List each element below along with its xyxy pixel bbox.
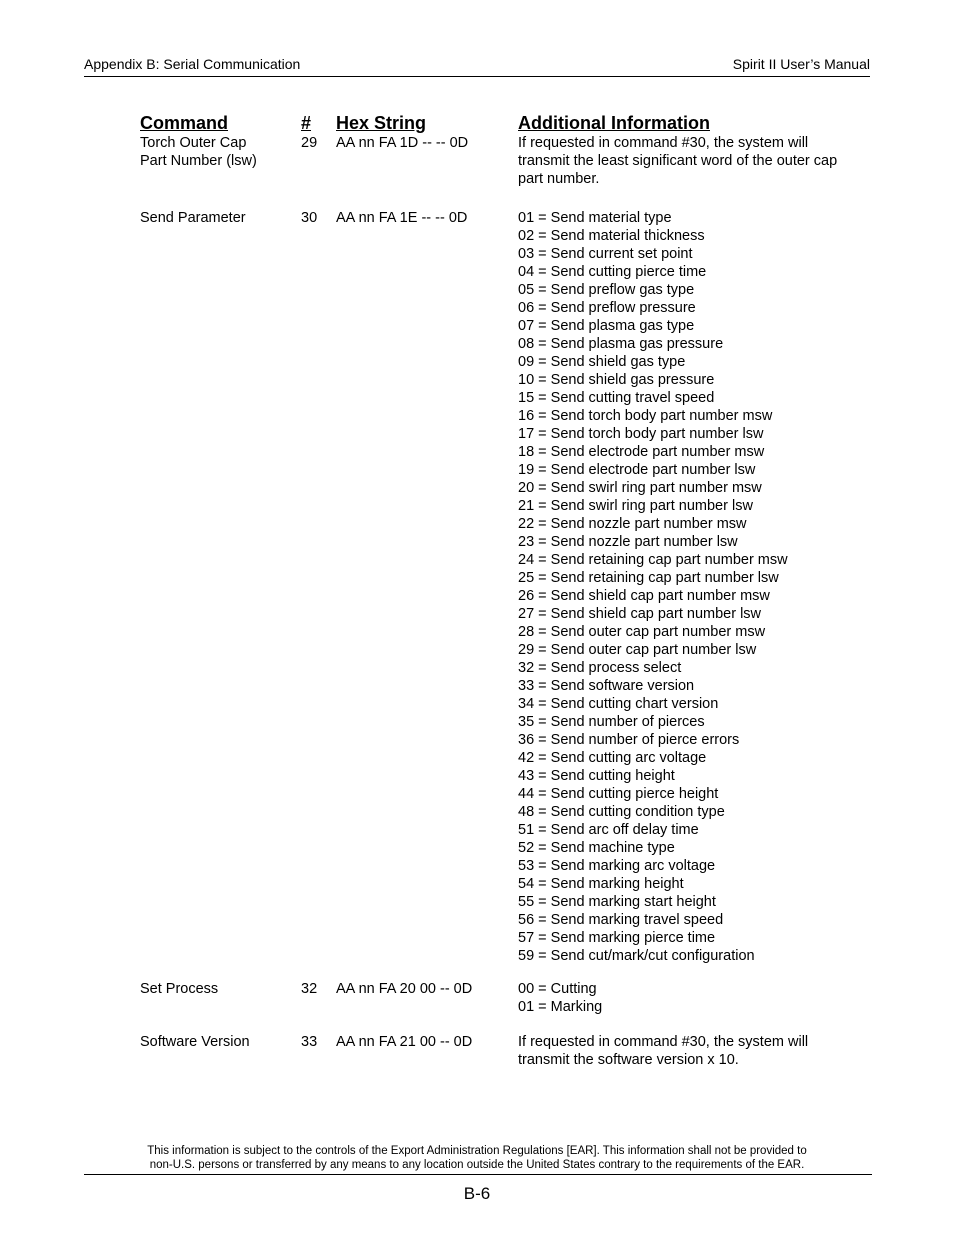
command-line: Set Process [140,981,219,997]
info-line: 22 = Send nozzle part number msw [518,516,747,532]
info-line: 08 = Send plasma gas pressure [518,336,724,352]
info-line: If requested in command #30, the system will [518,1034,809,1050]
info-line: 55 = Send marking start height [518,894,716,910]
column-header-command: Command [140,113,229,133]
command-line: Send Parameter [140,210,246,226]
command-line: Part Number (lsw) [140,153,257,169]
info-line: 00 = Cutting [518,981,597,997]
info-line: 27 = Send shield cap part number lsw [518,606,762,622]
export-control-notice [84,1144,870,1172]
info-line: 01 = Marking [518,999,603,1015]
column-header-additional-information: Additional Information [518,113,710,133]
info-line: 16 = Send torch body part number msw [518,408,773,424]
info-line: 03 = Send current set point [518,246,693,262]
info-line: 43 = Send cutting height [518,768,675,784]
export-notice-line: This information is subject to the controls of the Export Administration Regulations [EAR]. This information shall not be provided to [147,1145,807,1157]
column-header-hex-string: Hex String [336,113,427,133]
row-number: 30 [301,210,318,226]
info-line: part number. [518,171,600,187]
info-line: 24 = Send retaining cap part number msw [518,552,788,568]
info-line: 20 = Send swirl ring part number msw [518,480,762,496]
info-line: If requested in command #30, the system will [518,135,809,151]
info-line: 25 = Send retaining cap part number lsw [518,570,779,586]
row-hex-string: AA nn FA 20 00 -- 0D [336,981,473,997]
page-number: B-6 [463,1184,491,1203]
info-line: 42 = Send cutting arc voltage [518,750,707,766]
info-line: 56 = Send marking travel speed [518,912,724,928]
info-line: 07 = Send plasma gas type [518,318,695,334]
row-additional-information [518,980,878,1016]
info-line: 28 = Send outer cap part number msw [518,624,766,640]
row-hex-string: AA nn FA 1E -- -- 0D [336,210,468,226]
command-line: Software Version [140,1034,250,1050]
info-line: 53 = Send marking arc voltage [518,858,716,874]
info-line: 33 = Send software version [518,678,695,694]
row-additional-information [518,134,878,188]
row-command [140,980,300,998]
row-number: 32 [301,981,318,997]
row-additional-information [518,209,878,965]
info-line: 34 = Send cutting chart version [518,696,719,712]
info-line: 36 = Send number of pierce errors [518,732,740,748]
row-hex-string: AA nn FA 21 00 -- 0D [336,1034,473,1050]
header-manual-title: Spirit II User’s Manual [732,56,870,72]
info-line: 29 = Send outer cap part number lsw [518,642,757,658]
info-line: 21 = Send swirl ring part number lsw [518,498,753,514]
info-line: transmit the software version x 10. [518,1052,739,1068]
export-notice-line: non-U.S. persons or transferred by any means to any location outside the United States contrary to the requirements of the EAR. [149,1159,805,1171]
info-line: 48 = Send cutting condition type [518,804,725,820]
info-line: 52 = Send machine type [518,840,675,856]
row-number: 29 [301,135,318,151]
info-line: 02 = Send material thickness [518,228,705,244]
row-additional-information [518,1033,878,1069]
info-line: 26 = Send shield cap part number msw [518,588,770,604]
header-section-title: Appendix B: Serial Communication [84,56,301,72]
footer-divider [84,1174,872,1175]
info-line: 10 = Send shield gas pressure [518,372,715,388]
row-command [140,134,300,170]
info-line: 09 = Send shield gas type [518,354,686,370]
info-line: 23 = Send nozzle part number lsw [518,534,738,550]
info-line: 06 = Send preflow pressure [518,300,696,316]
info-line: 59 = Send cut/mark/cut configuration [518,948,755,964]
row-number: 33 [301,1034,318,1050]
row-hex-string: AA nn FA 1D -- -- 0D [336,135,469,151]
row-command [140,209,300,227]
info-line: 51 = Send arc off delay time [518,822,699,838]
info-line: 44 = Send cutting pierce height [518,786,719,802]
page-header [84,56,870,77]
command-line: Torch Outer Cap [140,135,247,151]
info-line: 35 = Send number of pierces [518,714,705,730]
info-line: 15 = Send cutting travel speed [518,390,715,406]
info-line: 18 = Send electrode part number msw [518,444,765,460]
info-line: 54 = Send marking height [518,876,684,892]
info-line: 57 = Send marking pierce time [518,930,716,946]
info-line: 32 = Send process select [518,660,682,676]
info-line: 04 = Send cutting pierce time [518,264,707,280]
column-header-number: # [301,113,312,133]
info-line: 19 = Send electrode part number lsw [518,462,756,478]
info-line: transmit the least significant word of the outer cap [518,153,838,169]
row-command [140,1033,300,1051]
info-line: 17 = Send torch body part number lsw [518,426,764,442]
info-line: 01 = Send material type [518,210,672,226]
info-line: 05 = Send preflow gas type [518,282,695,298]
